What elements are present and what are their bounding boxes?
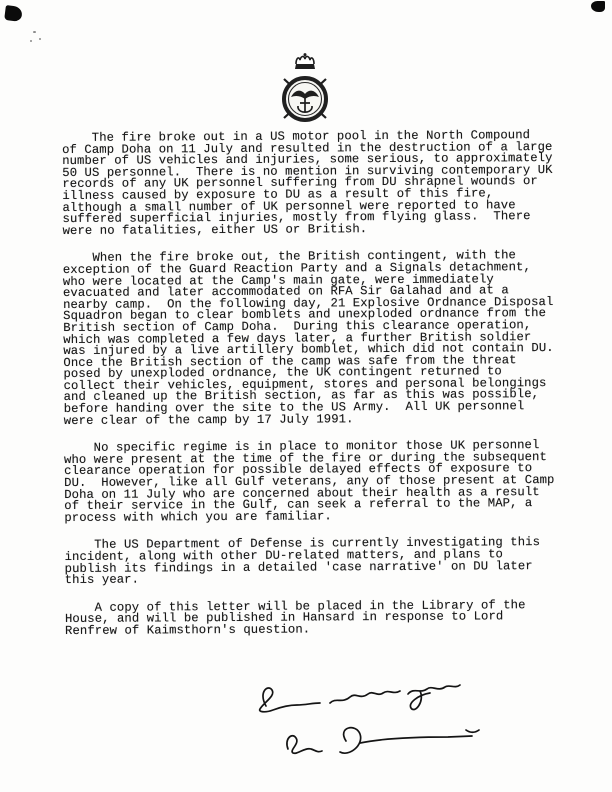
- letter-body: [62, 130, 569, 654]
- paragraph-4: The US Department of Defense is currently investigating this incident, along with other DU-related matters, and plans to publish its findings in a detailed 'case narrative' on DU later this year.: [64, 535, 541, 588]
- paragraph-3: No specific regime is in place to monitor those UK personnel who were present at the time of the fire or during the subsequent clearance operation for possible delayed effects of exposure to DU. However, like all Gulf veterans, any of those present at Camp Doha on 11 July who are concerned about their health as a result of their service in the Gulf, can seek a referral to the MAP, a process with which you are familiar.: [63, 438, 555, 525]
- signature-stroke-2: [276, 722, 488, 767]
- scan-speck: [39, 38, 41, 40]
- paragraph-2: When the fire broke out, the British contingent, with the exception of the Guard Reaction Party and a Signals detachment, who were located at the Camp's main gate, were immediately evacuated and later accommodated on RFA Sir Galahad and at a nearby camp. On the following day, 21 Explosive Ordnance Disposal Squadron began to clear bomblets and unexploded ordnance from the British section of Camp Doha. During this clearance operation, which was completed a few days later, a further British soldier was injured by a live artillery bomblet, which did not contain DU. Once the British section of the camp was safe from the threat posed by unexploded ordnance, the UK contingent returned to collect their vehicles, equipment, stores and personal belongings and cleaned up the British section, as far as this was possible, before handing over the site to the US Army. All UK personnel were clear of the camp by 17 July 1991.: [62, 248, 554, 428]
- scan-artifact-top-right: [591, 1, 605, 12]
- ministry-of-defence-crest-icon: [273, 52, 337, 132]
- scan-artifact-top-left: [4, 5, 23, 22]
- paragraph-1: The fire broke out in a US motor pool in the North Compound of Camp Doha on 11 July and resulted in the destruction of a large number of US vehicles and injuries, some serious, to approximately 50 US personnel. There is no mention in surviving contemporary UK records of any UK personnel suffering from DU shrapnel wounds or illness caused by exposure to DU as a result of this fire, although a small number of UK personnel were reported to have suffered superficial injuries, mostly from flying glass. There were no fatalities, either US or British.: [61, 128, 553, 238]
- signature-stroke-1: [250, 682, 470, 723]
- scan-speck: [30, 40, 32, 42]
- paragraph-5: A copy of this letter will be placed in the Library of the House, and will be published in Hansard in response to Lord Renfrew of Kaimsthorn's question.: [64, 597, 526, 638]
- scan-speck: [33, 31, 36, 33]
